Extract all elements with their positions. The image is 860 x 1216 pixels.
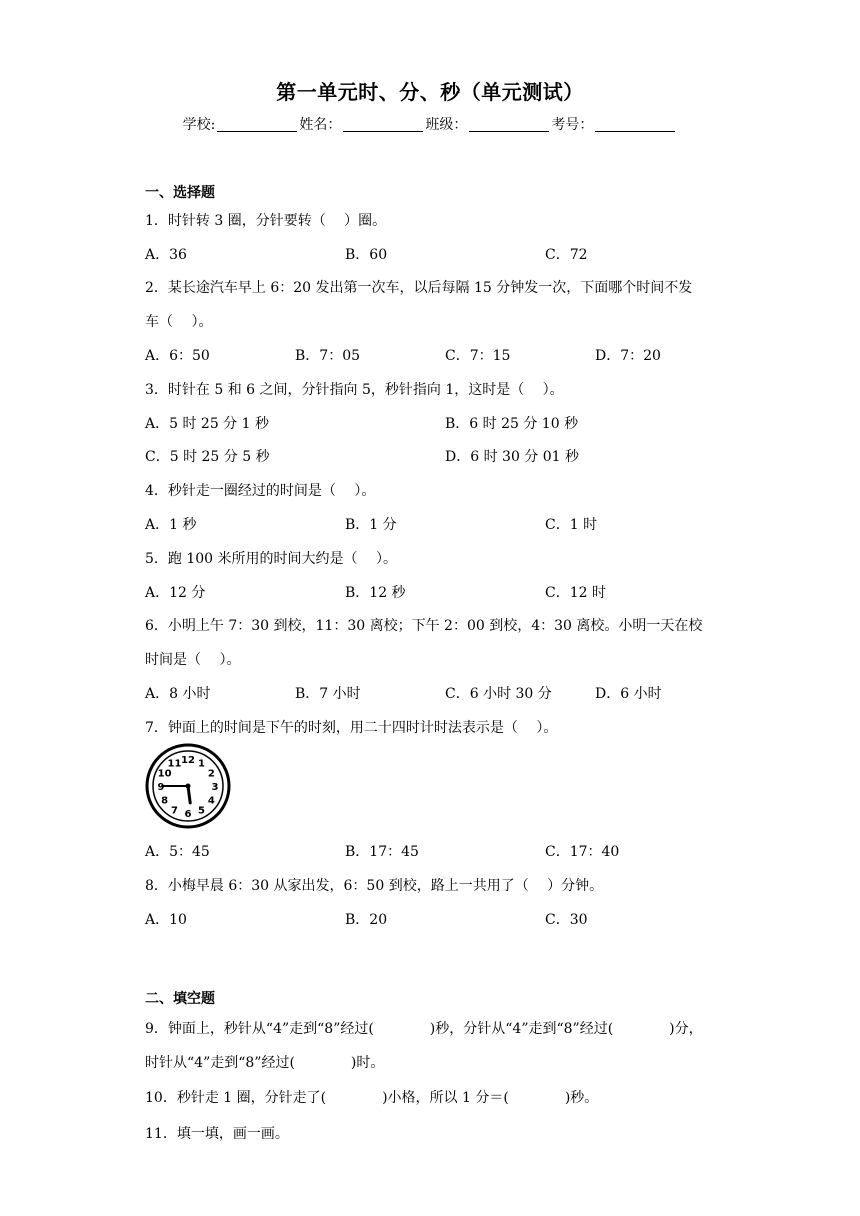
clock-number-6: 6 bbox=[184, 809, 192, 820]
q4-option-a[interactable]: A．1 秒 bbox=[145, 517, 197, 533]
q3-option-d[interactable]: D．6 时 30 分 01 秒 bbox=[445, 449, 580, 465]
student-info-line bbox=[0, 114, 860, 134]
question-2-line1: 2．某长途汽车早上 6：20 发出第一次车，以后每隔 15 分钟发一次，下面哪个时间不发 bbox=[145, 280, 693, 296]
question-9-line1: 9．钟面上，秒针从“4”走到“8”经过( )秒，分针从“4”走到“8”经过( )分， bbox=[145, 1021, 703, 1037]
q1-option-a[interactable]: A．36 bbox=[145, 247, 187, 263]
question-3: 3．时针在 5 和 6 之间，分针指向 5，秒针指向 1，这时是（ ）。 bbox=[145, 382, 564, 398]
question-4: 4．秒针走一圈经过的时间是（ ）。 bbox=[145, 483, 376, 499]
q3-option-c[interactable]: C．5 时 25 分 5 秒 bbox=[145, 449, 270, 465]
name-blank[interactable] bbox=[343, 117, 423, 132]
clock-number-2: 2 bbox=[207, 768, 215, 780]
q2-option-c[interactable]: C．7：15 bbox=[445, 348, 511, 364]
q5-option-a[interactable]: A．12 分 bbox=[145, 585, 206, 601]
question-5: 5．跑 100 米所用的时间大约是（ ）。 bbox=[145, 551, 397, 567]
q1-option-b[interactable]: B．60 bbox=[345, 247, 388, 263]
q5-option-b[interactable]: B．12 秒 bbox=[345, 585, 406, 601]
question-11: 11．填一填，画一画。 bbox=[145, 1126, 289, 1142]
clock-face-image bbox=[145, 743, 231, 829]
q8-option-b[interactable]: B．20 bbox=[345, 912, 388, 928]
q7-option-b[interactable]: B．17：45 bbox=[345, 844, 419, 860]
q1-option-c[interactable]: C．72 bbox=[545, 247, 588, 263]
q2-option-d[interactable]: D．7：20 bbox=[595, 348, 661, 364]
q3-option-a[interactable]: A．5 时 25 分 1 秒 bbox=[145, 416, 269, 432]
name-label: 姓名： bbox=[299, 117, 342, 133]
clock-number-5: 5 bbox=[198, 805, 205, 817]
clock-number-12: 12 bbox=[181, 755, 195, 766]
clock-number-3: 3 bbox=[211, 782, 219, 793]
exam-no-blank[interactable] bbox=[595, 117, 675, 132]
q7-option-c[interactable]: C．17：40 bbox=[545, 844, 620, 860]
q4-option-b[interactable]: B．1 分 bbox=[345, 517, 397, 533]
q7-option-a[interactable]: A．5：45 bbox=[145, 844, 210, 860]
q6-option-a[interactable]: A．8 小时 bbox=[145, 686, 211, 702]
section-heading-fill: 二、填空题 bbox=[145, 991, 215, 1007]
q5-option-c[interactable]: C．12 时 bbox=[545, 585, 606, 601]
clock-number-7: 7 bbox=[171, 805, 178, 817]
question-6-line1: 6．小明上午 7：30 到校，11：30 离校；下午 2：00 到校，4：30 离校。小明一天在校 bbox=[145, 618, 703, 634]
question-7: 7．钟面上的时间是下午的时刻，用二十四时计时法表示是（ ）。 bbox=[145, 720, 558, 736]
section-heading-choice: 一、选择题 bbox=[145, 185, 215, 201]
class-blank[interactable] bbox=[469, 117, 549, 132]
clock-number-8: 8 bbox=[161, 795, 169, 807]
clock-center-pin bbox=[186, 784, 191, 789]
clock-number-11: 11 bbox=[167, 758, 182, 770]
page-title: 第一单元时、分、秒（单元测试） bbox=[276, 80, 584, 104]
q8-option-a[interactable]: A．10 bbox=[145, 912, 187, 928]
clock-number-4: 4 bbox=[207, 795, 215, 807]
q2-option-a[interactable]: A．6：50 bbox=[145, 348, 210, 364]
clock-number-9: 9 bbox=[157, 782, 165, 793]
q3-option-b[interactable]: B．6 时 25 分 10 秒 bbox=[445, 416, 579, 432]
question-8: 8．小梅早晨 6：30 从家出发，6：50 到校，路上一共用了（ ）分钟。 bbox=[145, 878, 604, 894]
q6-option-b[interactable]: B．7 小时 bbox=[295, 686, 361, 702]
class-label: 班级： bbox=[425, 117, 468, 133]
q6-option-c[interactable]: C．6 小时 30 分 bbox=[445, 686, 552, 702]
question-10: 10．秒针走 1 圈，分针走了( )小格，所以 1 分＝( )秒。 bbox=[145, 1090, 599, 1106]
q8-option-c[interactable]: C．30 bbox=[545, 912, 588, 928]
q2-option-b[interactable]: B．7：05 bbox=[295, 348, 361, 364]
exam-no-label: 考号： bbox=[551, 117, 594, 133]
clock-number-10: 10 bbox=[157, 768, 172, 780]
q6-option-d[interactable]: D．6 小时 bbox=[595, 686, 662, 702]
q4-option-c[interactable]: C．1 时 bbox=[545, 517, 598, 533]
question-2-line2: 车（ ）。 bbox=[145, 314, 213, 330]
question-1: 1．时针转 3 圈，分针要转（ ）圈。 bbox=[145, 213, 387, 229]
school-blank[interactable] bbox=[217, 117, 297, 132]
clock-number-1: 1 bbox=[198, 758, 205, 770]
question-6-line2: 时间是（ ）。 bbox=[145, 652, 241, 668]
question-9-line2: 时针从“4”走到“8”经过( )时。 bbox=[145, 1055, 385, 1071]
school-label: 学校: bbox=[182, 117, 216, 133]
